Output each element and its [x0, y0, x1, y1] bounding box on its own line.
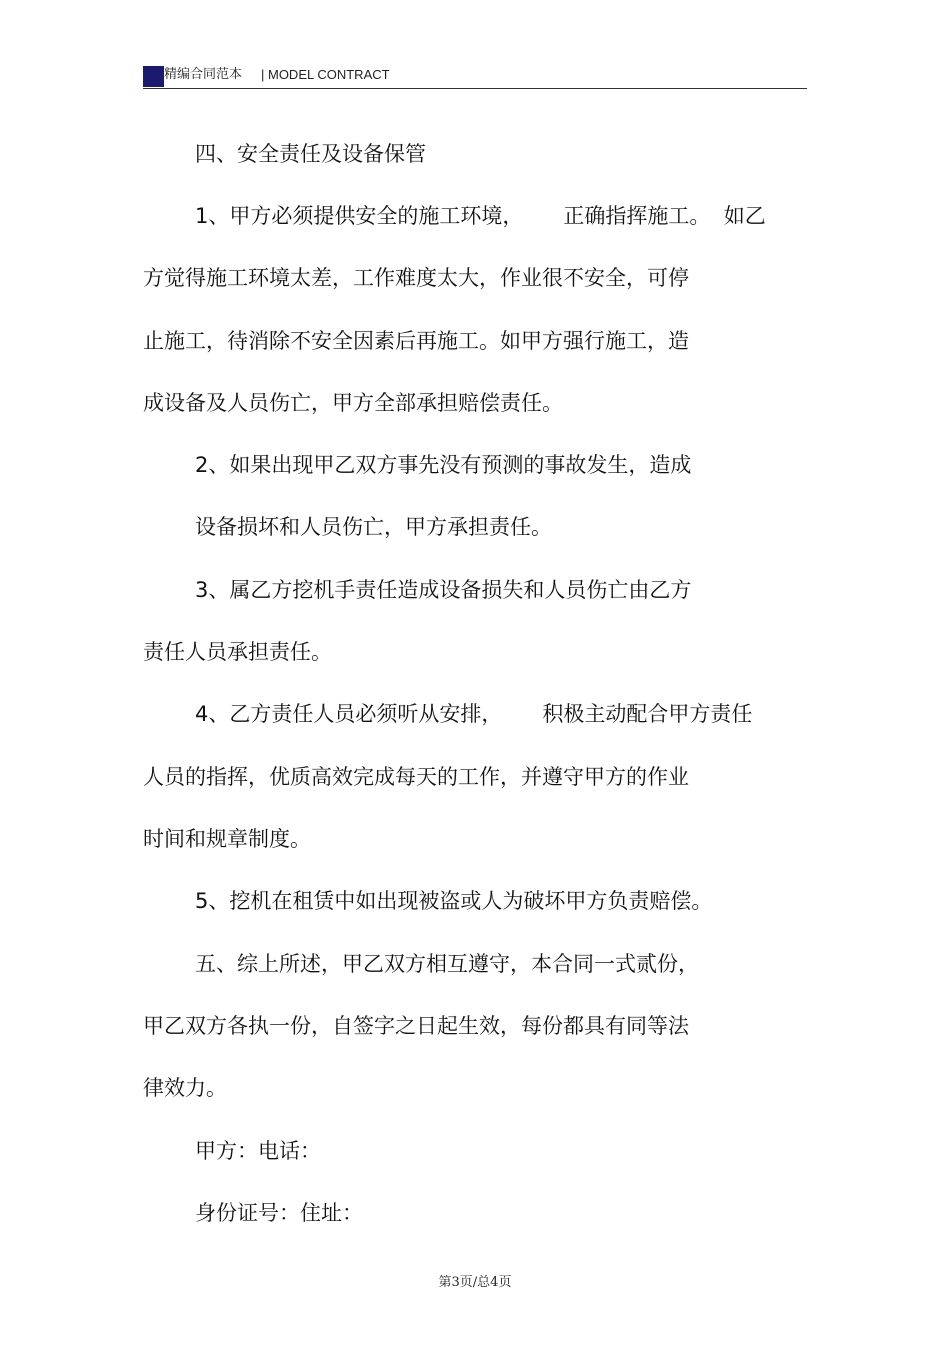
header-title-cn: 精编合同范本 [164, 67, 243, 82]
text-line: 时间和规章制度。 [143, 827, 311, 851]
text-line: 1、甲方必须提供安全的施工环境， 正确指挥施工。 如乙 [195, 204, 766, 228]
text-line: 甲乙双方各执一份，自签字之日起生效，每份都具有同等法 [143, 1014, 689, 1038]
text-line: 成设备及人员伤亡，甲方全部承担赔偿责任。 [143, 391, 563, 415]
page-header [143, 64, 807, 89]
text-line: 3、属乙方挖机手责任造成设备损失和人员伤亡由乙方 [195, 578, 692, 602]
text-line: 律效力。 [143, 1076, 227, 1100]
text-line: 5、挖机在租赁中如出现被盗或人为破坏甲方负责赔偿。 [195, 889, 713, 913]
text-line: 方觉得施工环境太差，工作难度太大，作业很不安全，可停 [143, 266, 689, 290]
text-line: 设备损坏和人员伤亡，甲方承担责任。 [195, 515, 552, 539]
text-line: 责任人员承担责任。 [143, 640, 332, 664]
id-address-line: 身份证号：住址： [195, 1201, 363, 1225]
section-heading: 四、安全责任及设备保管 [195, 142, 426, 166]
text-line: 止施工，待消除不安全因素后再施工。如甲方强行施工，造 [143, 329, 689, 353]
header-title-en: | MODEL CONTRACT [261, 67, 390, 82]
text-line: 2、如果出现甲乙双方事先没有预测的事故发生，造成 [195, 453, 692, 477]
party-a-phone-line: 甲方：电话： [195, 1139, 321, 1163]
logo-icon [143, 66, 164, 87]
text-line: 人员的指挥，优质高效完成每天的工作，并遵守甲方的作业 [143, 765, 689, 789]
page-number: 第3页/总4页 [438, 1275, 512, 1290]
section-heading: 五、综上所述，甲乙双方相互遵守，本合同一式贰份， [195, 952, 699, 976]
text-line: 4、乙方责任人员必须听从安排， 积极主动配合甲方责任 [195, 702, 753, 726]
